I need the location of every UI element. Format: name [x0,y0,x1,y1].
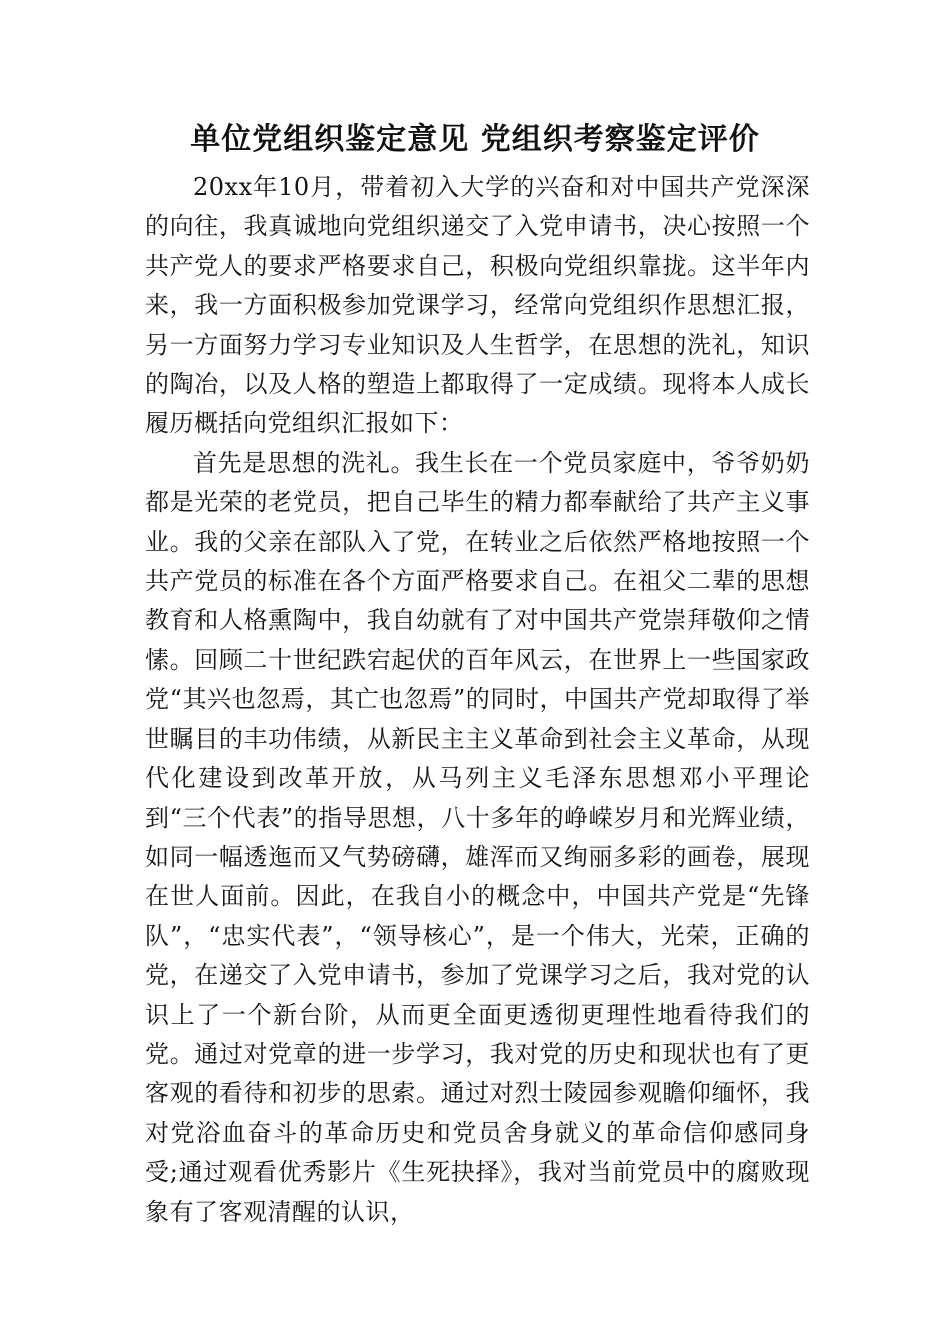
document-body [145,168,810,1232]
paragraph-1: 20xx年10月，带着初入大学的兴奋和对中国共产党深深的向往，我真诚地向党组织递交了入党申请书，决心按照一个共产党人的要求严格要求自己，积极向党组织靠拢。这半年内来，我一方面积极参加党课学习，经常向党组织作思想汇报，另一方面努力学习专业知识及人生哲学，在思想的洗礼，知识的陶冶，以及人格的塑造上都取得了一定成绩。现将本人成长履历概括向党组织汇报如下： [145,173,810,438]
document-title: 单位党组织鉴定意见 党组织考察鉴定评价 [190,122,760,157]
paragraph-2: 首先是思想的洗礼。我生长在一个党员家庭中，爷爷奶奶都是光荣的老党员，把自己毕生的精力都奉献给了共产主义事业。我的父亲在部队入了党，在转业之后依然严格地按照一个共产党员的标准在各个方面严格要求自己。在祖父二辈的思想教育和人格熏陶中，我自幼就有了对中国共产党崇拜敬仰之情愫。回顾二十世纪跌宕起伏的百年风云，在世界上一些国家政党“其兴也忽焉，其亡也忽焉”的同时，中国共产党却取得了举世瞩目的丰功伟绩，从新民主主义革命到社会主义革命，从现代化建设到改革开放，从马列主义毛泽东思想邓小平理论到“三个代表”的指导思想，八十多年的峥嵘岁月和光辉业绩，如同一幅透迤而又气势磅礴，雄浑而又绚丽多彩的画卷，展现在世人面前。因此，在我自小的概念中，中国共产党是“先锋队”，“忠实代表”，“领导核心”，是一个伟大，光荣，正确的党，在递交了入党申请书，参加了党课学习之后，我对党的认识上了一个新台阶，从而更全面更透彻更理性地看待我们的党。通过对党章的进一步学习，我对党的历史和现状也有了更客观的看待和初步的思索。通过对烈士陵园参观瞻仰缅怀，我对党浴血奋斗的革命历史和党员舍身就义的革命信仰感同身受;通过观看优秀影片《生死抉择》，我对当前党员中的腐败现象有了客观清醒的认识， [145,448,810,1226]
